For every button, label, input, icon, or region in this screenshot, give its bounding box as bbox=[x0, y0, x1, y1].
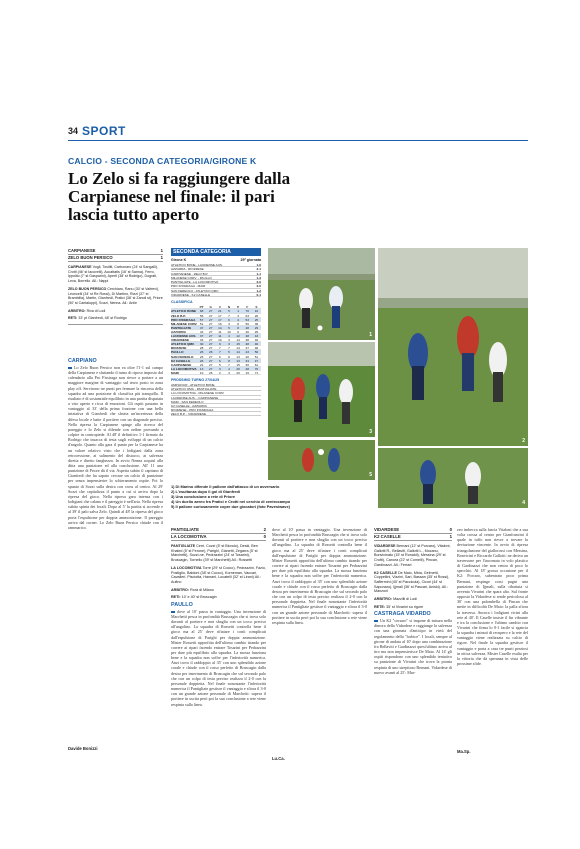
standings-team: PAULLO bbox=[171, 350, 184, 355]
standings-team: CARPIANESE bbox=[171, 362, 192, 367]
match2-home-team: PANTIGLIATE bbox=[171, 527, 200, 532]
photo-5-number: 5 bbox=[369, 472, 372, 478]
result-score: 2-1 bbox=[256, 267, 261, 272]
standings-stat: 48 bbox=[245, 334, 249, 339]
next-round-fixture: RIOZZESE - PRO FISSIRAGA bbox=[171, 408, 261, 412]
result-fixture: VIDARDESE - K2 CASELLE bbox=[171, 293, 211, 298]
standings-stat: 63 bbox=[245, 313, 249, 318]
result-score: 1-3 bbox=[256, 275, 261, 280]
standings-stat: 48 bbox=[245, 325, 249, 330]
match2-story-start: dove al 10' passa in vantaggio. Una invenzione di Marchetti pesca in profondità Bruscagin che si trova solo davanti al portiere e non sbaglia con un tocco preciso all'angolino. La squadra di Rossetti controlla bene il gioco ma al 25' deve rifiatare i conti complicati dall'espulsione di Parighi per doppia ammonizione. Mister Rossetti approfitta dell'ultimo cambio tirando per correre ai ripari facendo entrare Tosarini per Pedrazzini per dare più equilibrio alla squadra. La mossa funziona bene e la squadra non soffre per l'inferiorità numerica. Anzi trova il raddoppio al 35' con uno splendido azione corale e chiude con il rosso perfetto di Bruscagin dalla destra per inserimento di Bruscagin che sul secondo palo che con un colpo di testa preciso realizza il 2-0 con la personale doppietta. Nel finale nonostante l'inferiorità numerica il Pantigliate gestisce il vantaggio e sfiora il 3-0 con un grande azione personale di Marchetti: sapera il portiere in uscita però poi la sua conclusione a rete viene respinta sulla linea. bbox=[171, 608, 266, 707]
standings-stat: 14 bbox=[236, 338, 240, 343]
standings-stat: 26 bbox=[254, 313, 259, 318]
standings-stat: 28 bbox=[245, 342, 249, 347]
caption-1: 1) Di Marino difende il pallone dall'attacco di un avversario bbox=[171, 484, 280, 489]
standings-stat: 22 bbox=[199, 362, 204, 367]
standings-stat: 15 bbox=[236, 342, 240, 347]
standings-stat: 8 bbox=[228, 358, 230, 363]
standings-stat: 27 bbox=[208, 358, 213, 363]
article-column-3: zeo imbecca sulla fascia Vitaloni che a sua volta crossa al centro per Gianfrancini il quale in tuffo non riesce a trovare la deviazione vincente. In avvio di ripresa triangolazione del giallorossi con Messina, Bonvicini e Riccardo Gallotti: ne deriva un traversone per l'incornata in volo plastico di Gardinazzi che non centra di poco lo specchio. Al 18' grossa occasione per il K2: Porcaro, subentrato poco prima Bernani, respinge corsi pugni una punizione di Ijjmali, sulla ribattuta si avventa Vivarini che spara alto. Sul fronte opposto la Vidardese si rende pericolosa al 30' con una palombella di Pincan che mette in difficoltà De Maio: la palla sfiora la traversa. Ancora i lodigiani vicini alla rete al 40'. Il Caselle insiste il fin vibrante e tra la conclusione e l'ultimo cambio con Vivarini che firma lo 0-1 facile si sgancia la squadra i minuti di recupero e la rete del vantaggio viene realizzata su calcio di rigore. Nel finale la squadra gestisce il vantaggio e porta a casa tre punti preziosi in ottica salvezza. Mister Caselle esulta per la vittoria che dà speranza in vista delle prossime sfide. bbox=[457, 527, 528, 667]
match2-home-score: 2 bbox=[263, 527, 266, 532]
standings-stat: 28 bbox=[245, 366, 249, 371]
standings-stat: 34 bbox=[245, 358, 249, 363]
photo-5 bbox=[268, 440, 375, 480]
header-rule bbox=[68, 140, 528, 141]
page-number: 34 bbox=[68, 126, 79, 136]
match2-dateline: PAULLO bbox=[171, 602, 193, 609]
standings-column-header: S bbox=[255, 305, 258, 310]
standings-stat: 4 bbox=[228, 370, 230, 375]
standings-team: PANTIGLIATE bbox=[171, 325, 192, 330]
standings-stat: 33 bbox=[199, 338, 204, 343]
match2-goals: RETI: 10' e 40' st Bruscagin bbox=[171, 595, 217, 600]
standings-stat: 27 bbox=[208, 321, 213, 326]
standings-team: PRO FISSIRAGA bbox=[171, 317, 196, 322]
standings-stat: 6 bbox=[237, 329, 239, 334]
match3-box bbox=[374, 527, 452, 726]
next-round-fixture: LAUDENSE AUS. - CARPIANESE bbox=[171, 396, 261, 400]
standings-stat: 7 bbox=[218, 350, 221, 355]
photo-4-number: 4 bbox=[522, 500, 525, 506]
match3-away-row bbox=[374, 534, 452, 541]
standings-stat: 27 bbox=[208, 366, 213, 371]
standings-team: LA LOCOMOTIVA bbox=[171, 366, 197, 371]
standings-stat: 20 bbox=[236, 370, 240, 375]
standings-subtitle bbox=[171, 258, 261, 262]
standings-stat: 27 bbox=[208, 338, 213, 343]
standings-stat: 8 bbox=[237, 321, 239, 326]
match1-goals: RETI: 33' pt Gianfredi, 48' st Rodrigo bbox=[68, 316, 127, 321]
standings-column-header: PT bbox=[199, 305, 204, 310]
standings-stat: 27 bbox=[208, 342, 213, 347]
standings-team: ZELO B.P. bbox=[171, 313, 186, 318]
standings-stat: 26 bbox=[208, 350, 213, 355]
standings-row bbox=[171, 371, 261, 375]
standings-stat: 43 bbox=[245, 350, 249, 355]
standings-group: Girone K bbox=[171, 258, 187, 262]
standings-stat: 17 bbox=[218, 317, 222, 322]
standings-stat: 26 bbox=[208, 370, 213, 375]
standings-stat: 6 bbox=[228, 317, 230, 322]
standings-stat: 46 bbox=[254, 342, 259, 347]
result-row bbox=[171, 293, 261, 297]
match3-home-team: VIDARDESE bbox=[374, 527, 400, 532]
standings-stat: 7 bbox=[228, 346, 230, 351]
photo-1 bbox=[268, 248, 375, 340]
article-signature-2: Lu.Ca. bbox=[272, 756, 285, 761]
standings-team: ATLETICO BONE bbox=[171, 309, 197, 314]
match3-home-lineup: VIDARDESE Bernani (12' st Porcaro), Vitaloni, Gallotti R., Bellaviti, Gallotti L., Mocanu, Bonvicinato (15' st Ronaldi), Messina (29' st Crotti), Canora (22' st Comelli), Pincan, Gardinazzi. All.: Ferrari bbox=[374, 544, 451, 567]
match2-referee: ARBITRO: Rorà di Milano bbox=[171, 587, 214, 592]
standings-team: SAN FEREOLO bbox=[171, 354, 194, 359]
standings-team: RIOZZESE bbox=[171, 346, 187, 351]
standings-stat: 56 bbox=[245, 321, 249, 326]
standings-stat: 16 bbox=[254, 309, 259, 314]
match1-home-score: 1 bbox=[160, 248, 163, 253]
standings-stat: 13 bbox=[236, 346, 240, 351]
result-fixture: MILANESE CORV. - PAULLO bbox=[171, 275, 212, 280]
match2-away-score: 0 bbox=[263, 534, 266, 539]
article-body-1: Lo Zelo Buon Persico non va oltre l'1-1 sul campo della Carpianese e sfuttando il turno di riposo imposto dal calendario alla Pro Fissiraga non riesce a portare a un maggiore margine di vantaggio sul terzo posto in zona play off. Servirono tre punti per fermare la rincorsa della squadra ad una posizione di classifica più tranquilla. Il risultato è di sostanziale equilibrio in una partita disputata a viso aperto e ricca di emozioni. Gli ospiti passano in vantaggio al 33' della prima frazione con una bella iniziativa di Gianfredi che sfrutta un'incertezza della difesa locale e batte il portiere con un diagonale preciso. Nella ripresa la Carpianese spinge alla ricerca del pareggio e lo Zelo si difende con ordine provando a colpire in contropiede. Al 48' il definitivo 1-1 firmato da Rodrigo che insacca di testa sugli sviluppi di un calcio d'angolo. Quanto alla gara il punto per la Carpianese ha un valore relativo visto che i lodigiani dalla zona retrocessione, ai salimento del distacco, ai salvezza diretta e diretto fanghezza. In avvio Nenna acquisì alla ditta una punizione ed alla conclusione. All' 11 una punizione di Priore dà il via. Aspetta subito il capitano di Gianfredi che ha saputo cercare un calcio di punizione per senza impensierire lo schieramento ospite. Poi lo spunto di Sozzi sulla destra con cross al centro. Al 29' Sozzi che capitalizza il punto a cui si arriva dopo la ripresa del gioco. Nella ripresa gara intensa con i lodigiani che calano e il pareggio è nell'aria. Nella ripresa subito spinta dei locali. Dopo al 5' la partita si accende e al 39' il palo salva Zelo. Quindi al 48' la ripresa del gioco porta l'espulsione per doppia ammonizione. Il pareggio arriva dal corner. Lo Zelo Buon Persico chiude con il rammarico. bbox=[68, 365, 163, 530]
result-score: 1-2 bbox=[256, 288, 261, 293]
result-score: 1-1 bbox=[256, 271, 261, 276]
standings-stat: 5 bbox=[228, 350, 230, 355]
standings-stat: 47 bbox=[199, 325, 204, 330]
standings-stat: 48 bbox=[254, 346, 259, 351]
match3-home-score: 0 bbox=[449, 527, 452, 532]
standings-stat: 27 bbox=[208, 317, 213, 322]
standings-table bbox=[171, 305, 261, 375]
standings-stat: 51 bbox=[199, 321, 204, 326]
standings-stat: 38 bbox=[245, 338, 249, 343]
standings-stat: 8 bbox=[228, 354, 230, 359]
standings-stat: 7 bbox=[228, 362, 230, 367]
photo-3 bbox=[268, 342, 375, 437]
standings-stat: 47 bbox=[254, 358, 259, 363]
standings-stat: 37 bbox=[245, 346, 249, 351]
result-fixture: PRO FISSIRAGA - MAIR bbox=[171, 284, 206, 289]
standings-team: LAUDENSE AUS. bbox=[171, 334, 197, 339]
standings-stat: 57 bbox=[199, 317, 204, 322]
next-round-fixture: LA LOCOMOTIVA - MILANESE CORV. bbox=[171, 391, 261, 395]
photo-2-number: 2 bbox=[522, 438, 525, 444]
standings-stat: 11 bbox=[218, 334, 222, 339]
standings-stat: 21 bbox=[218, 309, 222, 314]
standings-stat: 10 bbox=[199, 370, 204, 375]
standings-team: ATLETICO QMC bbox=[171, 342, 195, 347]
next-round-fixture: ATLETICO QMC - PANTIGLIATE bbox=[171, 387, 261, 391]
standings-stat: 4 bbox=[228, 334, 230, 339]
standings-stat: 8 bbox=[237, 325, 239, 330]
results-list bbox=[171, 263, 261, 297]
standings-stat: 27 bbox=[208, 346, 213, 351]
next-round-heading: PROSSIMO TURNO 27/04/25 bbox=[171, 377, 220, 382]
match3-dateline: CASTRAGA VIDARDO bbox=[374, 611, 431, 618]
match1-home-lineup: CARPIANESE Vogli, Tosititi, Carbonaro (24' st Sangalli), Crotti (46' st Iacovelli), Accattatis (16' st Sanna), Ferro, Ippolito (7' st Gasparini), Aperti (38' st Rodrigo), Dograti, Leva, Borrello. All.: Nappi bbox=[68, 265, 158, 284]
standings-round: 29ª giornata bbox=[240, 258, 261, 262]
match3-goals: RETE: 35' st Vivarini su rigore bbox=[374, 604, 424, 609]
standings-stat: 3 bbox=[228, 321, 230, 326]
standings-stat: 14 bbox=[236, 350, 240, 355]
standings-column-header: V bbox=[218, 305, 221, 310]
result-score: 1-0 bbox=[256, 263, 261, 267]
standings-stat: 17 bbox=[218, 313, 222, 318]
standings-stat: 2 bbox=[218, 370, 221, 375]
page-header bbox=[68, 124, 528, 138]
match3-away-lineup: K2 CASELLE De Maio, Mbia, Gelmetti, Coppellini, Vizzini, Sari, Bassan (35' st Rossi), Saffermini (40' st Paccicola), Cicori (44' st Saponaro), Ijjmali (36' st Pascari, Aniski). All.: Manzoni bbox=[374, 570, 450, 594]
match1-away-score: 1 bbox=[160, 255, 163, 260]
standings-stat: 26 bbox=[199, 350, 204, 355]
standings-team: MILANESE CORV. bbox=[171, 321, 197, 326]
standings-stat: 68 bbox=[199, 309, 204, 314]
standings-stat: 16 bbox=[218, 321, 222, 326]
match3-story-start: Un K2 "corsaro" si impone di misura nella dimora della Vidardese e raggiunge la salvezza con una giornata d'anticipo in virtù del regolamento della "forbice". I locali, sempre al girone di andata al 10' dopo una combinazione fra Bellaviti e Gardinazzi quest'ultimo arriva al tiro ma non impensierisce De Maio. Al 14' gli ospiti rispondono con uno splendido tentativo su punizione di Vivarini che trova la pronta respinta di uno strepitoso Bernani. Vidardese di nuovo avanti al 25': Mar- bbox=[374, 618, 452, 675]
photo-1-number: 1 bbox=[369, 332, 372, 338]
standings-stat: 4 bbox=[228, 366, 230, 371]
photo-3-number: 3 bbox=[369, 429, 372, 435]
standings-stat: 25 bbox=[254, 317, 259, 322]
standings-stat: 7 bbox=[218, 346, 221, 351]
standings-stat: 27 bbox=[208, 334, 213, 339]
standings-stat: 36 bbox=[254, 321, 259, 326]
standings-stat: 70 bbox=[245, 309, 249, 314]
standings-team: MAIR bbox=[171, 370, 179, 375]
match3-referee: ARBITRO: Mazzilli di Lodi bbox=[374, 597, 418, 602]
standings-stat: 30 bbox=[199, 342, 204, 347]
standings-stat: 6 bbox=[218, 358, 221, 363]
standings-stat: 40 bbox=[245, 354, 249, 359]
match2-away-lineup: LA LOCOMOTIVA Torre (29' st Cocco), Pedrazzini, Fazio, Postiglio, Baldoni (38' st Cocco), Korneman, Vaccari, Cavalleri, Pisciotta, Hamani, Locatelli (32' st Lirani) All.: Aufino bbox=[171, 565, 266, 584]
standings-stat: 5 bbox=[228, 309, 230, 314]
standings-stat: 3 bbox=[237, 313, 239, 318]
match2-home-row bbox=[171, 527, 266, 534]
standings-stat: 70 bbox=[254, 366, 259, 371]
standings-title: SECONDA CATEGORIA bbox=[171, 248, 261, 256]
standings-stat: 28 bbox=[199, 346, 204, 351]
match3-away-team: K2 CASELLE bbox=[374, 534, 401, 539]
standings-stat: 61 bbox=[254, 362, 259, 367]
match1-away-row bbox=[68, 255, 163, 262]
match1-box bbox=[68, 248, 163, 328]
photo-captions bbox=[171, 484, 421, 509]
standings-team: VIDARDESE bbox=[171, 338, 190, 343]
standings-stat: 30 bbox=[245, 362, 249, 367]
article-kicker: CALCIO - SECONDA CATEGORIA/GIRONE K bbox=[68, 156, 257, 166]
photo-2 bbox=[378, 248, 528, 446]
standings-stat: 27 bbox=[208, 325, 213, 330]
standings-stat: 53 bbox=[245, 317, 249, 322]
match1-home-team: CARPIANESE bbox=[68, 248, 96, 253]
next-round-fixture: K2 CASELLE - AZZURRA bbox=[171, 404, 261, 408]
standings-stat: 10 bbox=[227, 329, 231, 334]
next-round-list bbox=[171, 383, 261, 417]
standings-stat: 6 bbox=[218, 354, 221, 359]
match2-away-team: LA LOCOMOTIVA bbox=[171, 534, 207, 539]
standings-stat: 9 bbox=[218, 342, 221, 347]
standings-stat: 27 bbox=[208, 329, 213, 334]
standings-stat: 27 bbox=[208, 313, 213, 318]
article-signature-1: Davide Bonizzi bbox=[68, 746, 98, 751]
standings-stat: 1 bbox=[237, 309, 239, 314]
standings-stat: 29 bbox=[254, 329, 259, 334]
standings-column-header: G bbox=[209, 305, 212, 310]
match1-away-lineup: ZELO BUON PERSICO Cerchiaro, Ranu (30' st Valtrevi), Leoncelli (34' st Re Rossi), Di Martino, Rizzi (37' st Brambilla), Martin, Gianfredi, Pratici (38' st Zanoli st), Priore (50' st Cantaluppi), Sozzi, Nenna. All.: Anile bbox=[68, 286, 163, 305]
standings-stat: 13 bbox=[199, 366, 204, 371]
standings-stat: 3 bbox=[218, 366, 221, 371]
caption-3: 3) Una conclusione a rete di Priore bbox=[171, 494, 235, 499]
result-fixture: ATLETICO BONE - LAUDENSE AUS. bbox=[171, 263, 223, 267]
standings-stat: 7 bbox=[228, 313, 230, 318]
standings-stat: 26 bbox=[199, 358, 204, 363]
standings-column-header: N bbox=[227, 305, 231, 310]
standings-team: K2 CASELLE bbox=[171, 358, 191, 363]
standings-stat: 5 bbox=[218, 362, 221, 367]
standings-stat: 43 bbox=[254, 334, 259, 339]
result-fixture: AZZURRA - RIOZZESE bbox=[171, 267, 204, 272]
section-title: SPORT bbox=[82, 124, 126, 138]
standings-stat: 15 bbox=[236, 362, 240, 367]
standings-stat: 56 bbox=[254, 350, 259, 355]
article-column-2: dove al 10' passa in vantaggio. Una invenzione di Marchetti pesca in profondità Bruscagin che si trova solo davanti al portiere e non sbaglia con un tocco preciso all'angolino. La squadra di Rossetti controlla bene il gioco ma al 25' deve rifiatare i conti complicati dall'espulsione di Parighi per doppia ammonizione. Mister Rossetti approfitta dell'ultimo cambio tirando per correre ai ripari facendo entrare Tosarini per Pedrazzini per dare più equilibrio alla squadra. La mossa funziona bene e la squadra non soffre per l'inferiorità numerica. Anzi trova il raddoppio al 35' con uno splendido azione corale e chiude con il rosso perfetto di Bruscagin dalla destra per inserimento di Bruscagin che sul secondo palo che con un colpo di testa preciso realizza il 2-0 con la personale doppietta. Nel finale nonostante l'inferiorità numerica il Pantigliate gestisce il vantaggio e sfiora il 3-0 con un grande azione personale di Marchetti: sapera il portiere in uscita però poi la sua conclusione a rete viene respinta sulla linea. bbox=[272, 527, 367, 625]
standings-stat: 4 bbox=[237, 317, 239, 322]
article-column-1 bbox=[68, 358, 163, 743]
next-round-fixture: AMPLIFICR - ATLETICO BONE bbox=[171, 383, 261, 387]
result-fixture: SAN FEREOLO - ATLETICO QMC bbox=[171, 288, 219, 293]
classifica-heading: CLASSIFICA bbox=[171, 300, 193, 305]
article-dateline: CARPIANO bbox=[68, 358, 97, 364]
standings-column-header: P bbox=[237, 305, 240, 310]
result-score: 3-0 bbox=[256, 284, 261, 289]
result-score: 2-0 bbox=[256, 280, 261, 285]
standings-stat: 14 bbox=[218, 325, 222, 330]
standings-stat: 13 bbox=[236, 358, 240, 363]
match1-away-team: ZELO BUON PERSICO bbox=[68, 255, 113, 260]
match2-home-lineup: PANTIGLIATE Cerri, Cozzi (5' st Biondo), Deski, Ben Khaled (5' st Ferone), Parighi, Gianetti, Zegarra (5' st Marchetti), Sozzi-ne, Pedrazzini (24' st Tosarini), Bruscagin, Tornello (39' st Marchetti) All.: Rossetti bbox=[171, 544, 258, 563]
next-round-fixture: ZELO B.P. - VIDARDESE bbox=[171, 412, 261, 416]
standings-stat: 5 bbox=[228, 325, 230, 330]
standings-stat: 11 bbox=[218, 329, 222, 334]
standings-stat: 40 bbox=[254, 338, 259, 343]
standings-stat: 40 bbox=[245, 329, 249, 334]
match3-away-score: 1 bbox=[449, 534, 452, 539]
standings-box bbox=[171, 248, 261, 476]
caption-2: 2) L'esultanza dopo il gol di Gianfredi bbox=[171, 489, 241, 494]
match1-referee: ARBITRO: Riva di Lodi bbox=[68, 308, 106, 313]
standings-stat: 27 bbox=[208, 354, 213, 359]
standings-stat: 51 bbox=[254, 354, 259, 359]
match2-box bbox=[171, 527, 266, 727]
match1-home-row bbox=[68, 248, 163, 255]
standings-stat: 3 bbox=[228, 342, 230, 347]
standings-stat: 27 bbox=[208, 309, 213, 314]
standings-stat: 26 bbox=[199, 354, 204, 359]
standings-stat: 19 bbox=[245, 370, 249, 375]
match3-home-row bbox=[374, 527, 452, 534]
result-score: 0-1 bbox=[256, 293, 261, 298]
standings-stat: 20 bbox=[236, 366, 240, 371]
standings-stat: 13 bbox=[236, 354, 240, 359]
standings-stat: 27 bbox=[208, 362, 213, 367]
standings-stat: 29 bbox=[254, 325, 259, 330]
standings-team: AZZURRA bbox=[171, 329, 186, 334]
standings-column-header: F bbox=[246, 305, 249, 310]
standings-stat: 10 bbox=[218, 338, 222, 343]
standings-stat: 37 bbox=[199, 334, 204, 339]
article-signature-3: Ma.Sp. bbox=[457, 749, 471, 754]
article-title: Lo Zelo si fa raggiungere dalla Carpianese nel finale: il pari lascia tutto aperto bbox=[68, 169, 291, 224]
standings-stat: 71 bbox=[254, 370, 259, 375]
standings-stat: 43 bbox=[199, 329, 204, 334]
caption-4: 4) Un duello aereo fra Pratici e Crotti nel cerchio di centrocampo bbox=[171, 499, 291, 504]
standings-stat: 3 bbox=[228, 338, 230, 343]
standings-stat: 56 bbox=[199, 313, 204, 318]
next-round-fixture: MAIR - SAN FEREOLO bbox=[171, 400, 261, 404]
caption-5: 5) Il pallone curiosamente copre due giocatori (foto Pavesiwave) bbox=[171, 504, 290, 509]
standings-stat: 12 bbox=[236, 334, 240, 339]
result-fixture: PANTIGLIATE - LA LOCOMOTIVA bbox=[171, 280, 219, 285]
match2-away-row bbox=[171, 534, 266, 541]
result-fixture: CARPIANESE - ZELO B.P. bbox=[171, 271, 209, 276]
